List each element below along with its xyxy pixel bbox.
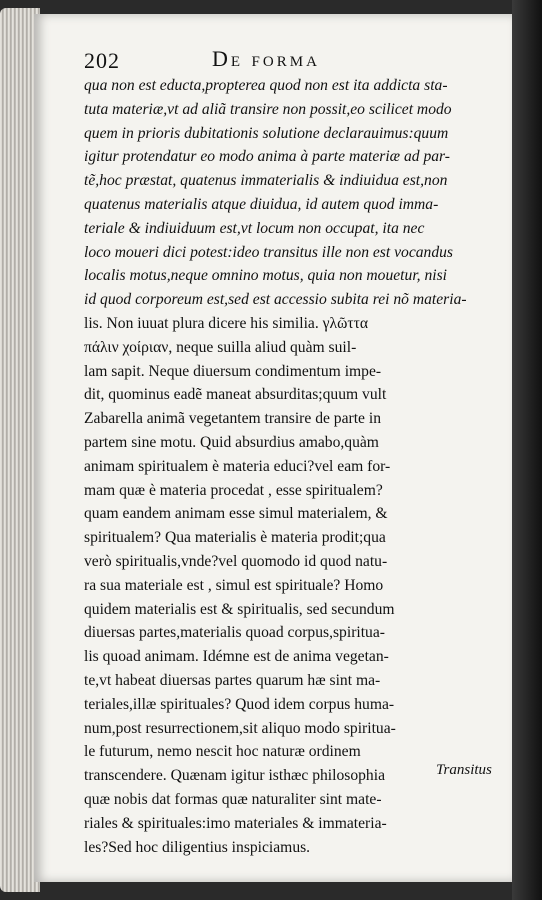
text-line: πάλιν χοίριαν, neque suilla aliud quàm suil- (84, 338, 357, 356)
page-number: 202 (84, 48, 120, 73)
text-line: dit, quominus eadẽ maneat absurditas;quum vult (84, 386, 387, 404)
text-line: mam quæ è materia procedat , esse spiritualem? (84, 481, 383, 499)
text-line: le futurum, nemo nescit hoc naturæ ordinem (84, 743, 361, 761)
text-line: quæ nobis dat formas quæ naturaliter sint mate- (84, 790, 382, 808)
text-line: Zabarella animã vegetantem transire de parte in (84, 410, 381, 428)
body-text (84, 74, 494, 859)
text-line: quidem materialis est & spiritualis, sed secundum (84, 600, 395, 618)
text-line: partem sine motu. Quid absurdius amabo,quàm (84, 433, 379, 451)
text-line: transcendere. Quænam igitur isthæc philosophia (84, 767, 385, 785)
text-line: verò spiritualis,vnde?vel quomodo id quod natu- (84, 552, 388, 570)
text-line: te,vt habeat diuersas partes quarum hæ sint ma- (84, 671, 381, 689)
catchword: Transitus (436, 762, 492, 778)
text-line: les?Sed hoc diligentius inspiciamus. (84, 838, 311, 856)
page-header (84, 46, 484, 76)
text-line: teriales,illæ spirituales? Quod idem corpus huma- (84, 695, 395, 713)
text-line: localis motus,neque omnino motus, quia non mouetur, nisi (84, 267, 447, 285)
text-line: riales & spirituales:imo materiales & immateria- (84, 814, 387, 832)
text-line: tẽ,hoc præstat, quatenus immaterialis & indiuidua est,non (84, 172, 448, 190)
text-line: id quod corporeum est,sed est accessio subita rei nõ materia- (84, 291, 467, 309)
text-line: animam spiritualem è materia educi?vel eam for- (84, 457, 391, 475)
text-line: qua non est educta,propterea quod non est ita addicta sta- (84, 77, 448, 94)
text-line: lis quoad animam. Idémne est de anima vegetan- (84, 648, 389, 666)
text-line: loco moueri dici potest:ideo transitus ille non est vocandus (84, 243, 454, 261)
text-line: lis. Non iuuat plura dicere his similia. γλῶττα (84, 314, 369, 332)
text-line: quem in prioris dubitationis solutione declarauimus:quum (84, 124, 449, 142)
binding-shadow (512, 0, 542, 900)
text-line: num,post resurrectionem,sit aliquo modo spiritua- (84, 719, 396, 737)
text-line: diuersas partes,materialis quoad corpus,spiritua- (84, 624, 385, 642)
text-line: ra sua materiale est , simul est spirituale? Homo (84, 576, 384, 594)
text-line: tuta materiæ,vt ad aliã transire non possit,eo scilicet modo (84, 100, 452, 118)
text-line: quatenus materialis atque diuidua, id autem quod imma- (84, 195, 439, 213)
text-line: teriale & indiuiduum est,vt locum non occupat, ita nec (84, 219, 425, 237)
running-title: De forma (212, 46, 320, 71)
text-line: lam sapit. Neque diuersum condimentum impe- (84, 362, 382, 380)
text-line: spiritualem? Qua materialis è materia prodit;qua (84, 529, 386, 547)
text-line: quam eandem animam esse simul materialem, & (84, 505, 388, 523)
text-line: igitur protendatur eo modo anima à parte materiæ ad par- (84, 148, 450, 166)
